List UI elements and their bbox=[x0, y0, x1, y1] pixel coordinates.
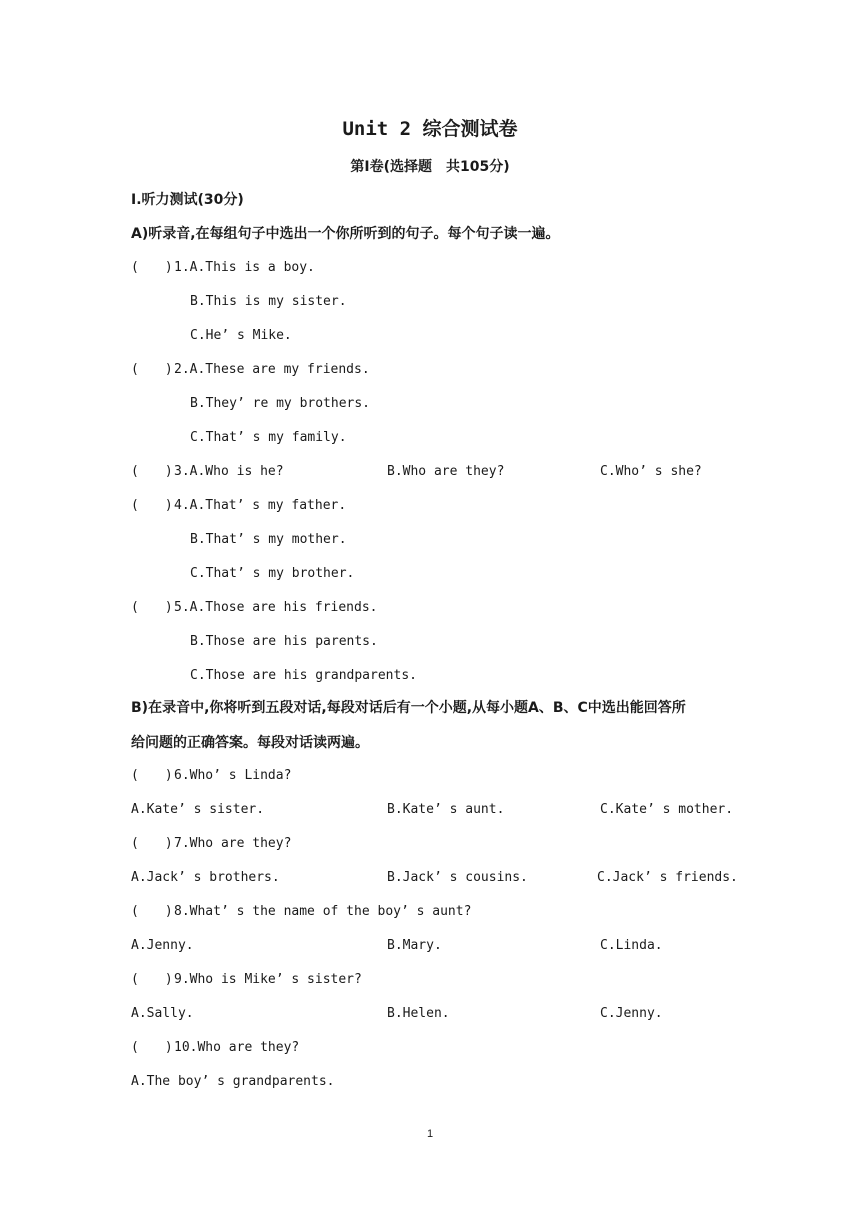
answer-blank[interactable]: ( ) bbox=[131, 464, 173, 479]
q8-option-b: B.Mary. bbox=[387, 938, 442, 953]
part-b-instructions-line2: 给问题的正确答案。每段对话读两遍。 bbox=[131, 735, 369, 751]
q3-option-a: 3.A.Who is he? bbox=[174, 464, 284, 479]
q1-option-c: C.He’ s Mike. bbox=[190, 328, 292, 343]
answer-blank[interactable]: ( ) bbox=[131, 904, 173, 919]
q10-question: 10.Who are they? bbox=[174, 1040, 300, 1055]
q7-option-c: C.Jack’ s friends. bbox=[597, 870, 738, 885]
paper-subtitle: 第Ⅰ卷(选择题 共105分) bbox=[350, 159, 510, 175]
q5-option-a: 5.A.Those are his friends. bbox=[174, 600, 378, 615]
answer-blank[interactable]: ( ) bbox=[131, 836, 173, 851]
answer-blank[interactable]: ( ) bbox=[131, 362, 173, 377]
q7-question: 7.Who are they? bbox=[174, 836, 292, 851]
answer-blank[interactable]: ( ) bbox=[131, 1040, 173, 1055]
page-title: Unit 2 综合测试卷 bbox=[342, 118, 518, 140]
q2-option-a: 2.A.These are my friends. bbox=[174, 362, 370, 377]
q1-option-b: B.This is my sister. bbox=[190, 294, 347, 309]
q1-option-a: 1.A.This is a boy. bbox=[174, 260, 315, 275]
q5-option-b: B.Those are his parents. bbox=[190, 634, 378, 649]
q8-option-c: C.Linda. bbox=[600, 938, 663, 953]
q3-option-b: B.Who are they? bbox=[387, 464, 505, 479]
answer-blank[interactable]: ( ) bbox=[131, 972, 173, 987]
q2-option-b: B.They’ re my brothers. bbox=[190, 396, 371, 411]
page-number: 1 bbox=[426, 1128, 434, 1140]
part-b-instructions-line1: B)在录音中,你将听到五段对话,每段对话后有一个小题,从每小题A、B、C中选出能回答所 bbox=[131, 700, 686, 716]
q2-option-c: C.That’ s my family. bbox=[190, 430, 347, 445]
section-listening-heading: Ⅰ.听力测试(30分) bbox=[131, 192, 244, 208]
answer-blank[interactable]: ( ) bbox=[131, 498, 173, 513]
q6-option-a: A.Kate’ s sister. bbox=[131, 802, 265, 817]
answer-blank[interactable]: ( ) bbox=[131, 600, 173, 615]
q9-question: 9.Who is Mike’ s sister? bbox=[174, 972, 362, 987]
answer-blank[interactable]: ( ) bbox=[131, 768, 173, 783]
q4-option-b: B.That’ s my mother. bbox=[190, 532, 347, 547]
q8-question: 8.What’ s the name of the boy’ s aunt? bbox=[174, 904, 472, 919]
q6-question: 6.Who’ s Linda? bbox=[174, 768, 292, 783]
q9-option-a: A.Sally. bbox=[131, 1006, 194, 1021]
q9-option-c: C.Jenny. bbox=[600, 1006, 663, 1021]
q6-option-b: B.Kate’ s aunt. bbox=[387, 802, 505, 817]
q4-option-c: C.That’ s my brother. bbox=[190, 566, 355, 581]
q4-option-a: 4.A.That’ s my father. bbox=[174, 498, 347, 513]
q7-option-b: B.Jack’ s cousins. bbox=[387, 870, 528, 885]
q8-option-a: A.Jenny. bbox=[131, 938, 194, 953]
q6-option-c: C.Kate’ s mother. bbox=[600, 802, 734, 817]
q5-option-c: C.Those are his grandparents. bbox=[190, 668, 417, 683]
q10-option-a: A.The boy’ s grandparents. bbox=[131, 1074, 335, 1089]
q9-option-b: B.Helen. bbox=[387, 1006, 450, 1021]
answer-blank[interactable]: ( ) bbox=[131, 260, 173, 275]
q7-option-a: A.Jack’ s brothers. bbox=[131, 870, 280, 885]
q3-option-c: C.Who’ s she? bbox=[600, 464, 702, 479]
part-a-instructions: A)听录音,在每组句子中选出一个你所听到的句子。每个句子读一遍。 bbox=[131, 226, 560, 242]
